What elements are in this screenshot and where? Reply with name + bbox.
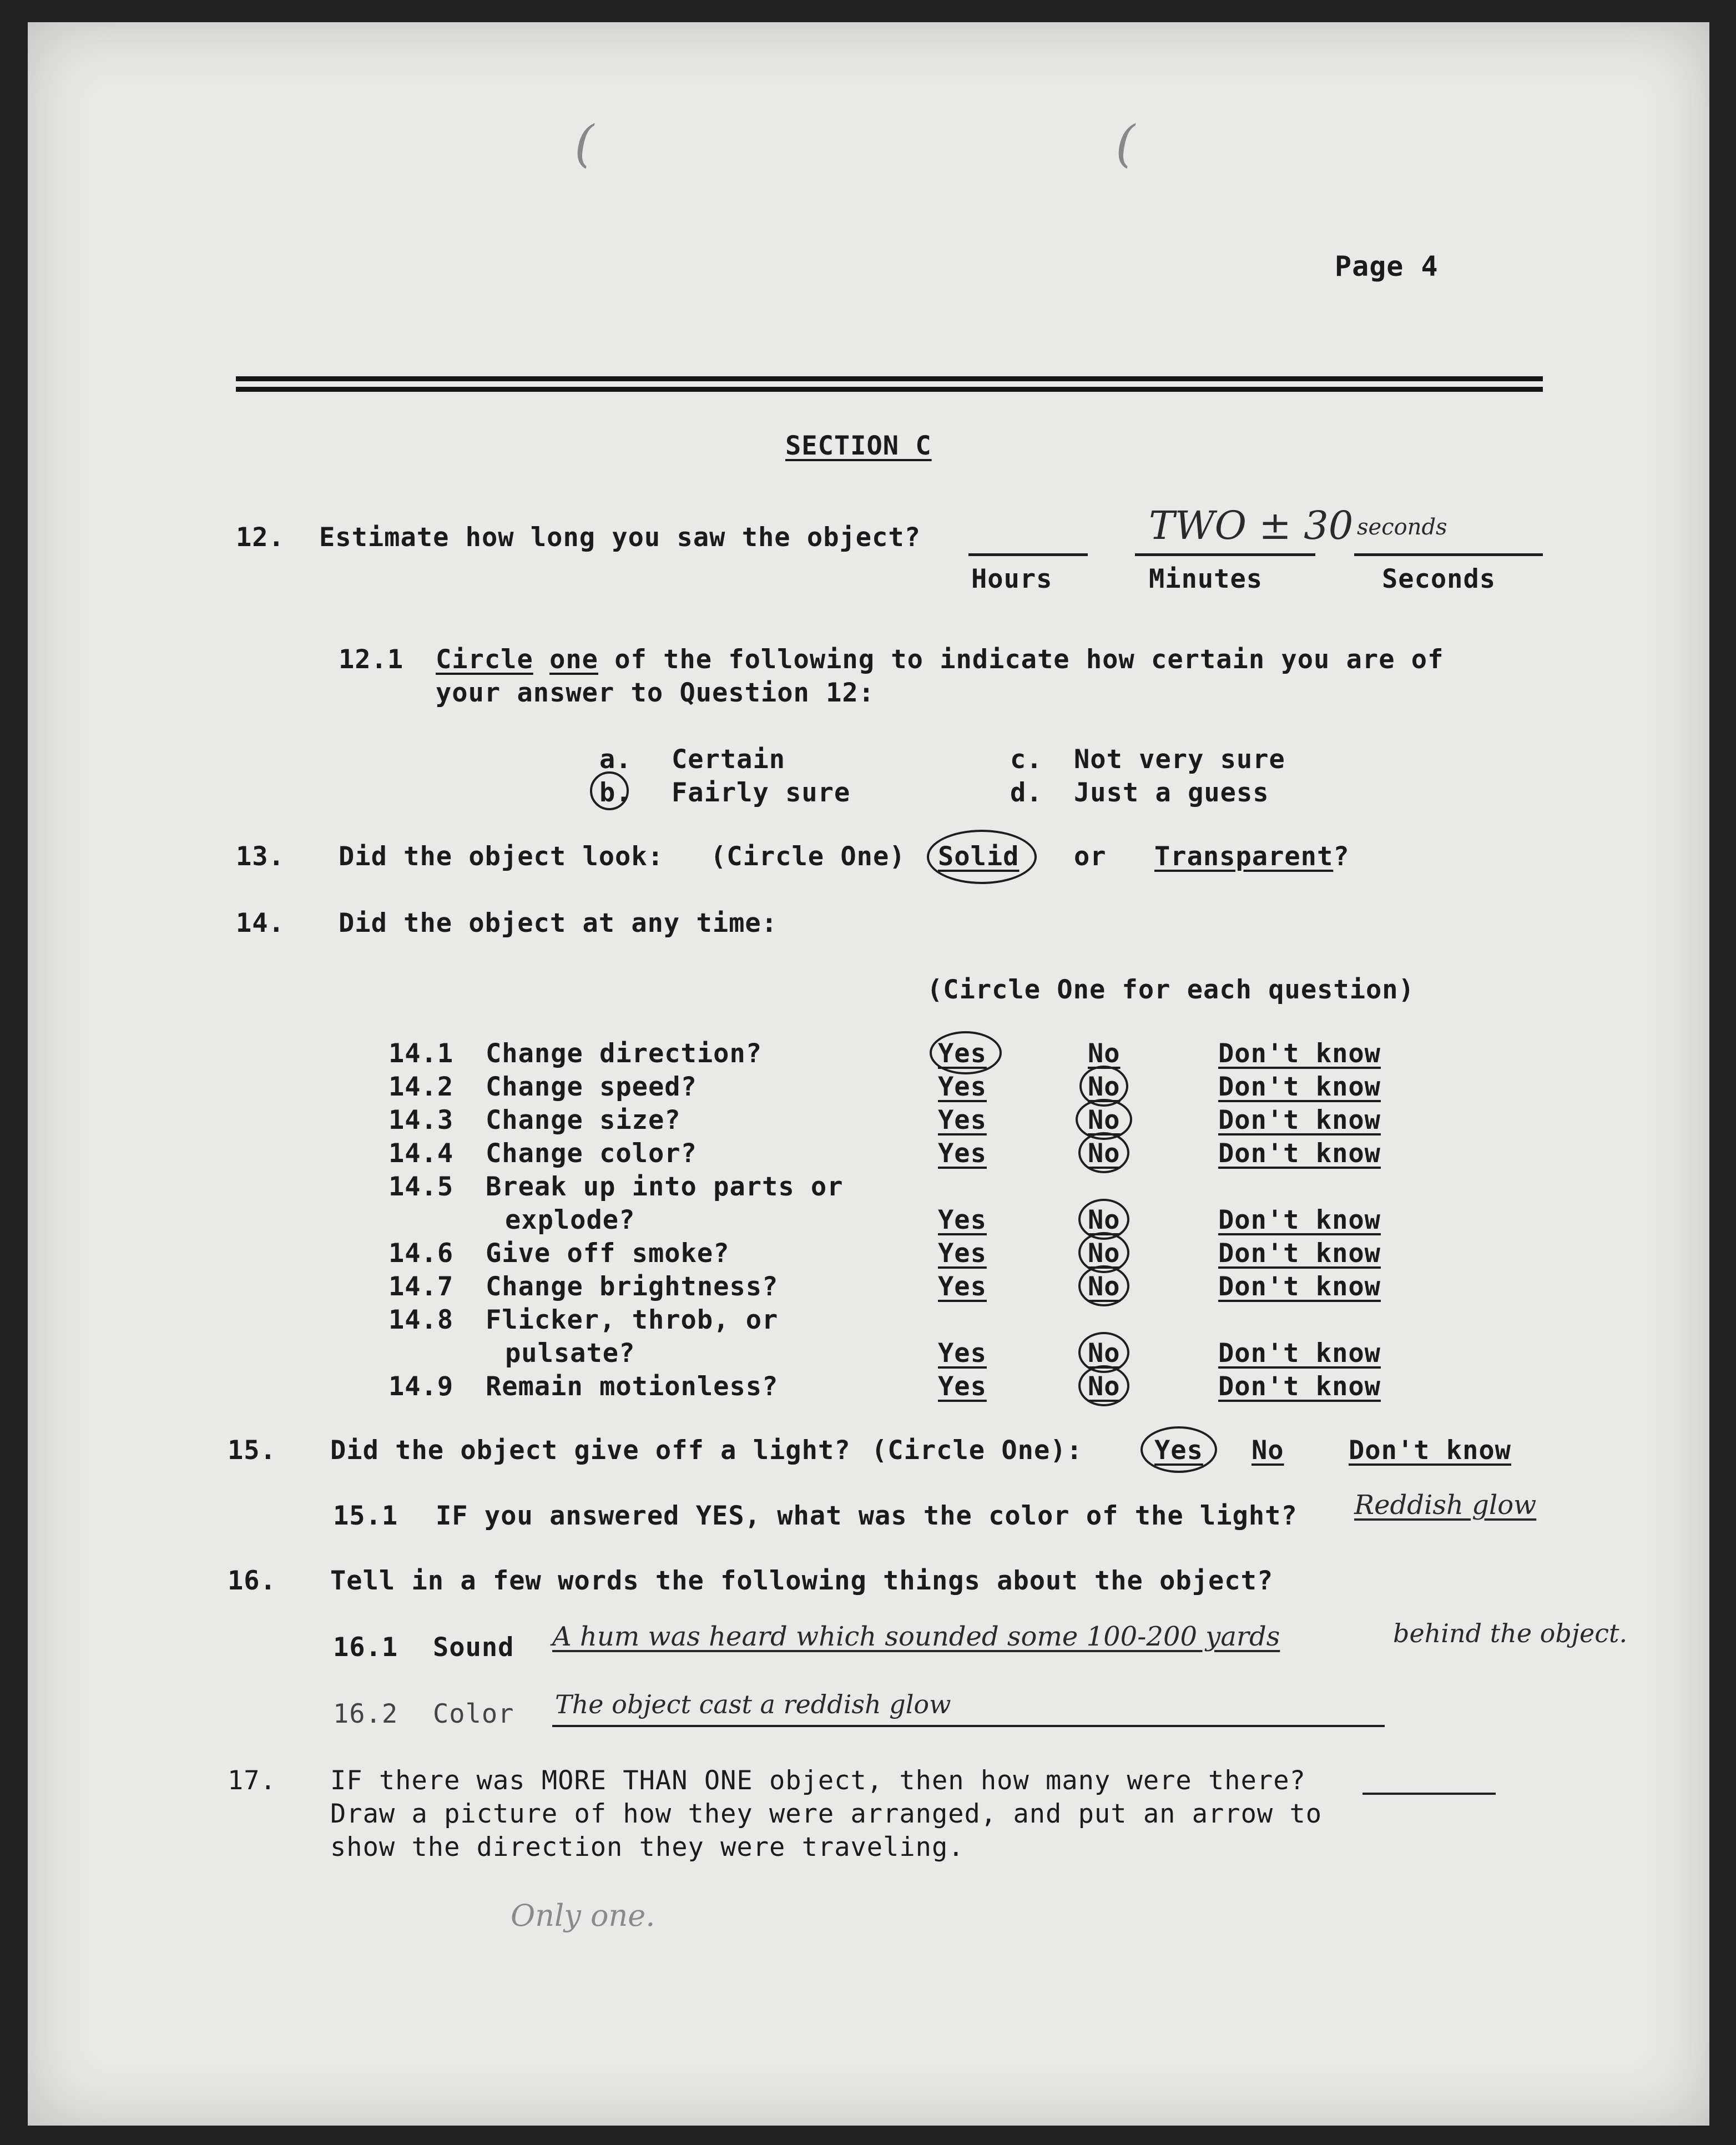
minutes-label: Minutes xyxy=(1149,564,1263,594)
q16-2-answer-line xyxy=(552,1725,1385,1727)
q13-or: or xyxy=(1074,841,1107,872)
q17-line3: show the direction they were traveling. xyxy=(330,1832,965,1863)
row-14-4-no-circle xyxy=(1078,1132,1129,1173)
q16-1-answer: A hum was heard which sounded some 100-200 yards xyxy=(552,1621,1280,1652)
row-14-4-number: 14.4 xyxy=(388,1138,454,1169)
q13-circle-one: (Circle One) xyxy=(710,841,906,872)
row-14-8-label-line2: pulsate? xyxy=(505,1338,635,1369)
q15-1-text: IF you answered YES, what was the color of the light? xyxy=(436,1501,1298,1531)
seconds-line xyxy=(1354,553,1543,556)
questionnaire-page xyxy=(28,22,1709,2126)
q16-2-answer: The object cast a reddish glow xyxy=(555,1689,951,1719)
q17-line1: IF there was MORE THAN ONE object, then how many were there? xyxy=(330,1765,1306,1796)
q16-2-label: Color xyxy=(433,1699,514,1729)
row-14-5-number: 14.5 xyxy=(388,1172,454,1202)
stray-mark-right: ( xyxy=(1116,115,1136,173)
q16-1-answer-continued: behind the object. xyxy=(1393,1618,1628,1648)
option-b-circle xyxy=(590,771,629,810)
row-14-9-label: Remain motionless? xyxy=(486,1371,779,1402)
option-c-text: Not very sure xyxy=(1074,744,1285,775)
q13-solid: Solid xyxy=(938,841,1020,872)
row-14-4-no: No xyxy=(1088,1138,1121,1169)
q15-text: Did the object give off a light? xyxy=(330,1435,851,1466)
page-number: Page 4 xyxy=(1335,250,1439,282)
row-14-9-yes: Yes xyxy=(938,1371,987,1402)
hours-line xyxy=(968,553,1088,556)
q16-2-number: 16.2 xyxy=(333,1699,398,1729)
row-14-9-no: No xyxy=(1088,1371,1121,1402)
q14-instruction: (Circle One for each question) xyxy=(927,975,1415,1005)
option-a-letter: a. xyxy=(599,744,632,775)
q13-number: 13. xyxy=(236,841,285,872)
one-word: one xyxy=(549,644,598,675)
row-14-5-yes: Yes xyxy=(938,1205,987,1235)
q13-question-mark: ? xyxy=(1333,841,1350,872)
q15-dont-know: Don't know xyxy=(1349,1435,1511,1466)
row-14-9-no-circle xyxy=(1078,1365,1129,1406)
q13-solid-circle xyxy=(927,830,1037,884)
q14-text: Did the object at any time: xyxy=(339,908,778,938)
double-rule-top xyxy=(236,376,1543,381)
transparent-word: Transparent xyxy=(1154,841,1334,872)
double-rule-bottom xyxy=(236,387,1543,392)
row-14-3-yes: Yes xyxy=(938,1105,987,1135)
row-14-6-label: Give off smoke? xyxy=(486,1238,730,1269)
seconds-label: Seconds xyxy=(1382,564,1496,594)
option-d-text: Just a guess xyxy=(1074,778,1269,808)
q15-yes: Yes xyxy=(1154,1435,1203,1466)
row-14-6-dont-know: Don't know xyxy=(1218,1238,1381,1269)
q12-1-line1 xyxy=(436,644,1444,675)
minutes-line xyxy=(1135,553,1315,556)
option-b-text: Fairly sure xyxy=(672,778,851,808)
q16-1-label: Sound xyxy=(433,1632,514,1663)
q12-1-number: 12.1 xyxy=(339,644,404,675)
q15-1-answer: Reddish glow xyxy=(1354,1490,1537,1521)
row-14-4-dont-know: Don't know xyxy=(1218,1138,1381,1169)
stray-mark-left: ( xyxy=(574,115,594,173)
row-14-3-no: No xyxy=(1088,1105,1121,1135)
row-14-7-yes: Yes xyxy=(938,1271,987,1302)
section-title: SECTION C xyxy=(785,431,932,461)
row-14-1-dont-know: Don't know xyxy=(1218,1038,1381,1069)
row-14-8-yes: Yes xyxy=(938,1338,987,1369)
circle-word: Circle xyxy=(436,644,533,675)
q15-yes-circle xyxy=(1140,1426,1217,1473)
q12-1-line1-rest: of the following to indicate how certain you are of xyxy=(614,644,1444,675)
row-14-9-dont-know: Don't know xyxy=(1218,1371,1381,1402)
option-c-letter: c. xyxy=(1010,744,1043,775)
q14-number: 14. xyxy=(236,908,285,938)
row-14-3-number: 14.3 xyxy=(388,1105,454,1135)
row-14-7-no-circle xyxy=(1078,1265,1129,1306)
q17-line2: Draw a picture of how they were arranged, and put an arrow to xyxy=(330,1799,1323,1829)
row-14-2-no: No xyxy=(1088,1072,1121,1102)
seconds-answer: seconds xyxy=(1357,514,1447,540)
row-14-4-label: Change color? xyxy=(486,1138,697,1169)
q12-1-line2: your answer to Question 12: xyxy=(436,678,875,708)
q15-number: 15. xyxy=(228,1435,276,1466)
q12-number: 12. xyxy=(236,522,285,553)
row-14-8-number: 14.8 xyxy=(388,1305,454,1335)
row-14-1-yes: Yes xyxy=(938,1038,987,1069)
row-14-3-dont-know: Don't know xyxy=(1218,1105,1381,1135)
row-14-6-no: No xyxy=(1088,1238,1121,1269)
q17-number: 17. xyxy=(228,1765,276,1796)
row-14-9-number: 14.9 xyxy=(388,1371,454,1402)
row-14-1-yes-circle xyxy=(930,1031,1002,1074)
q17-answer: Only one. xyxy=(511,1898,655,1933)
row-14-5-dont-know: Don't know xyxy=(1218,1205,1381,1235)
row-14-7-label: Change brightness? xyxy=(486,1271,779,1302)
minutes-answer: TWO ± 30 xyxy=(1149,503,1354,548)
row-14-8-label: Flicker, throb, or xyxy=(486,1305,779,1335)
row-14-6-yes: Yes xyxy=(938,1238,987,1269)
q17-count-line xyxy=(1362,1793,1496,1795)
q16-text: Tell in a few words the following things about the object? xyxy=(330,1566,1274,1596)
row-14-2-dont-know: Don't know xyxy=(1218,1072,1381,1102)
q15-1-number: 15.1 xyxy=(333,1501,398,1531)
q13-text: Did the object look: xyxy=(339,841,664,872)
q15-no: No xyxy=(1251,1435,1284,1466)
q15-circle-one: (Circle One): xyxy=(871,1435,1083,1466)
option-a-text: Certain xyxy=(672,744,786,775)
q13-transparent xyxy=(1154,841,1350,872)
q16-number: 16. xyxy=(228,1566,276,1596)
row-14-7-dont-know: Don't know xyxy=(1218,1271,1381,1302)
row-14-8-dont-know: Don't know xyxy=(1218,1338,1381,1369)
row-14-1-label: Change direction? xyxy=(486,1038,763,1069)
row-14-5-no: No xyxy=(1088,1205,1121,1235)
row-14-6-number: 14.6 xyxy=(388,1238,454,1269)
row-14-2-label: Change speed? xyxy=(486,1072,697,1102)
option-b-letter: b. xyxy=(599,778,632,808)
row-14-7-no: No xyxy=(1088,1271,1121,1302)
option-d-letter: d. xyxy=(1010,778,1043,808)
row-14-4-yes: Yes xyxy=(938,1138,987,1169)
q16-1-number: 16.1 xyxy=(333,1632,398,1663)
row-14-1-number: 14.1 xyxy=(388,1038,454,1069)
row-14-7-number: 14.7 xyxy=(388,1271,454,1302)
row-14-5-label: Break up into parts or xyxy=(486,1172,844,1202)
row-14-2-number: 14.2 xyxy=(388,1072,454,1102)
row-14-2-yes: Yes xyxy=(938,1072,987,1102)
row-14-8-no: No xyxy=(1088,1338,1121,1369)
hours-label: Hours xyxy=(971,564,1053,594)
row-14-5-label-line2: explode? xyxy=(505,1205,635,1235)
q12-text: Estimate how long you saw the object? xyxy=(319,522,921,553)
row-14-1-no: No xyxy=(1088,1038,1121,1069)
row-14-3-label: Change size? xyxy=(486,1105,681,1135)
